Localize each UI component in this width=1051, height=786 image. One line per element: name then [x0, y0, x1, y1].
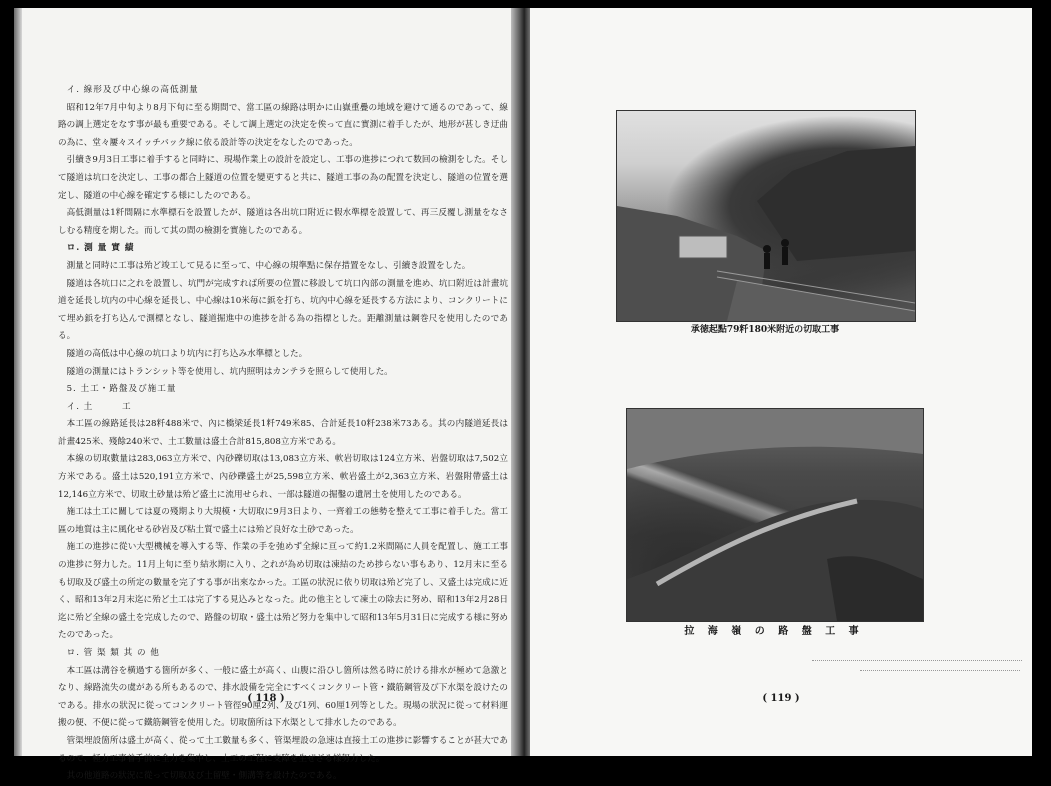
section-heading: イ. 土 工 — [66, 401, 132, 412]
paragraph: 本工區の線路延長は28粁488米で、內に橋梁延長1粁749米85、合計延長10粁238米73ある。其の内隧道延長は計畫425米、殘餘240米で、土工數量は盛土合計815,808立方米である。 — [58, 419, 508, 447]
right-page — [530, 8, 1032, 756]
rail-cart — [679, 236, 727, 258]
worker-figure — [764, 253, 770, 269]
page-number: ( 118 ) — [247, 693, 285, 704]
distant-ridge — [627, 409, 923, 469]
rock-cut-face — [757, 146, 915, 261]
paragraph: 隧道の高低は中心線の坑口より坑内に打ち込み水準標とした。 — [66, 348, 308, 359]
section-heading: ロ. 測 量 實 績 — [66, 243, 135, 254]
paragraph: 施工は土工に關しては夏の殘期より大規模・大切取に9月3日より、一齊着工の態勢を整えて工事に着手した。當工區の地質は主に風化せる砂岩及び粘土質で盛土には殆ど良好な土砂であった。 — [58, 507, 508, 535]
track-bed — [727, 281, 915, 321]
section-heading: ロ. 管 渠 類 其 の 他 — [66, 648, 160, 658]
faint-text-line — [812, 660, 1022, 662]
paragraph: 測量と同時に工事は殆ど竣工して見るに至って、中心線の規準點に保存措置をなし、引續き設置をした。 — [66, 260, 471, 271]
cutting-work-photo — [616, 110, 916, 322]
worker-figure — [781, 239, 789, 247]
paragraph: 高低測量は1粁間隔に水準標石を設置したが、隧道は各出坑口附近に假水準標を設置して、再三反覆し測量をなさしむる精度を期した。而して其の間の檢測を實施したのである。 — [58, 208, 508, 236]
worker-figure — [782, 247, 788, 265]
paragraph: 隧道の測量にはトランシット等を使用し、坑内照明はカンテラを照らして使用した。 — [66, 366, 393, 377]
section-heading: 5. 土工・路盤及び施工量 — [66, 384, 177, 395]
left-page-text — [58, 82, 508, 786]
paragraph: 本線の切取數量は283,063立方米で、內砂礫切取は13,083立方米、軟岩切取は124立方米、岩盤切取は7,502立方米である。盛土は520,191立方米で、內砂礫盛土が25,598立方米、軟岩盛土が2,363立方米、岩盤附帶盛土は12,146立方米で、切取土砂量は殆ど盛土に流用せられ、一部は隧道の掘鑿の遺屑土を使用したのである。 — [58, 454, 508, 500]
paragraph: 隧道は各坑口に之れを設置し、坑門が完成すれば所要の位置に移設して坑口內部の測量を進め、坑口附近は計畫坑道を延長し坑内の中心線を延長し、中心線は10米毎に鋲を打ち、坑內中心線を延長する方法により、コンクリートにて埋め鋲を打ち込んで測標となし、隧道掘進中の進捗を計る為の指標とした。距離測量は鋼巻尺を使用したのである。 — [58, 278, 508, 342]
paragraph: 施工の進捗に從い大型機械を導入する等、作業の手を弛めず全線に亘って約1.2米間隔に人員を配置し、施工工事の進捗に努力した。11月上旬に至り結氷期に入り、之れが為め切取は凍結のため捗らない事もあり、12月末に至るも切取及び盛土の所定の數量を完了する事が出來なかった。工區の狀況に依り切取は殆ど完了し、又盛土は完成に近く、昭和13年2月末迄に殆ど土工は完了する見込みとなった。此の他主として凍土の除去に努め、昭和13年2月28日迄に殆ど全線の盛土を完成したので、路盤の切取・盛土は殆ど努力を集中して昭和13年5月31日に完成する様に努めたのであった。 — [58, 542, 508, 641]
left-page — [14, 8, 518, 782]
section-heading: イ. 線形及び中心線の高低測量 — [66, 85, 199, 95]
page-edge — [14, 8, 22, 756]
paragraph: 本工區は溝谷を横過する箇所が多く、一般に盛土が高く、山腹に沿ひし箇所は然る時に於ける排水が極めて急激となり、線路流失の虞がある所もあるので、排水設備を完全にすべくコンクリート管・鐵筋鋼管及び下水渠を設けたのである。排水の狀況に從ってコンクリート管徑90厘2列、及び1列、60厘1列等とした。現場の狀況に從って材料運搬の便、不便に從って鐵筋鋼管を使用した。切取箇所は下水渠として排水したのである。 — [58, 665, 508, 729]
paragraph: 其の他道路の狀況に從って切取及び土留壁・側溝等を設けたのである。 — [66, 771, 342, 782]
worker-figure — [763, 245, 771, 253]
paragraph: 昭和12年7月中旬より8月下旬に至る期間で、當工區の線路は明かに山嶽重疊の地域を避けて通るのであって、線路の調上選定をなす事が最も重要である。そして調上選定の決定を俟って直に實測に着手したが、地形が甚しき迂曲の為に、堂々屢々スイッチバック線に依る設計等の決定をなしたのであった。 — [58, 102, 508, 148]
page-number: ( 119 ) — [762, 693, 800, 704]
paragraph: 引續き9月3日工事に着手すると同時に、現場作業上の設計を設定し、工事の進捗につれて数回の檢測をした。そして隧道は坑口を決定し、工事の都合上隧道の位置を變更すると共に、隧道工事の為の配置を決定し、隧道の位置を選定し、隧道の中心線を確定する様にしたのである。 — [58, 155, 508, 201]
photo-caption: 拉 海 嶺 の 路 盤 工 事 — [684, 626, 864, 637]
photo-caption: 承徳起點79粁180米附近の切取工事 — [690, 325, 840, 335]
roadbed-work-photo — [626, 408, 924, 622]
paragraph: 管渠埋設箇所は盛土が高く、從って土工數量も多く、管渠埋設の急速は直接土工の進捗に影響することが甚大であるので、極力工事着手前に全力を集中し、土工の工程に支障を生ぜざる様努力した。 — [58, 735, 508, 764]
faint-text-line — [860, 670, 1020, 672]
roadbed-work-illustration — [627, 409, 923, 621]
cutting-work-illustration — [617, 111, 915, 321]
